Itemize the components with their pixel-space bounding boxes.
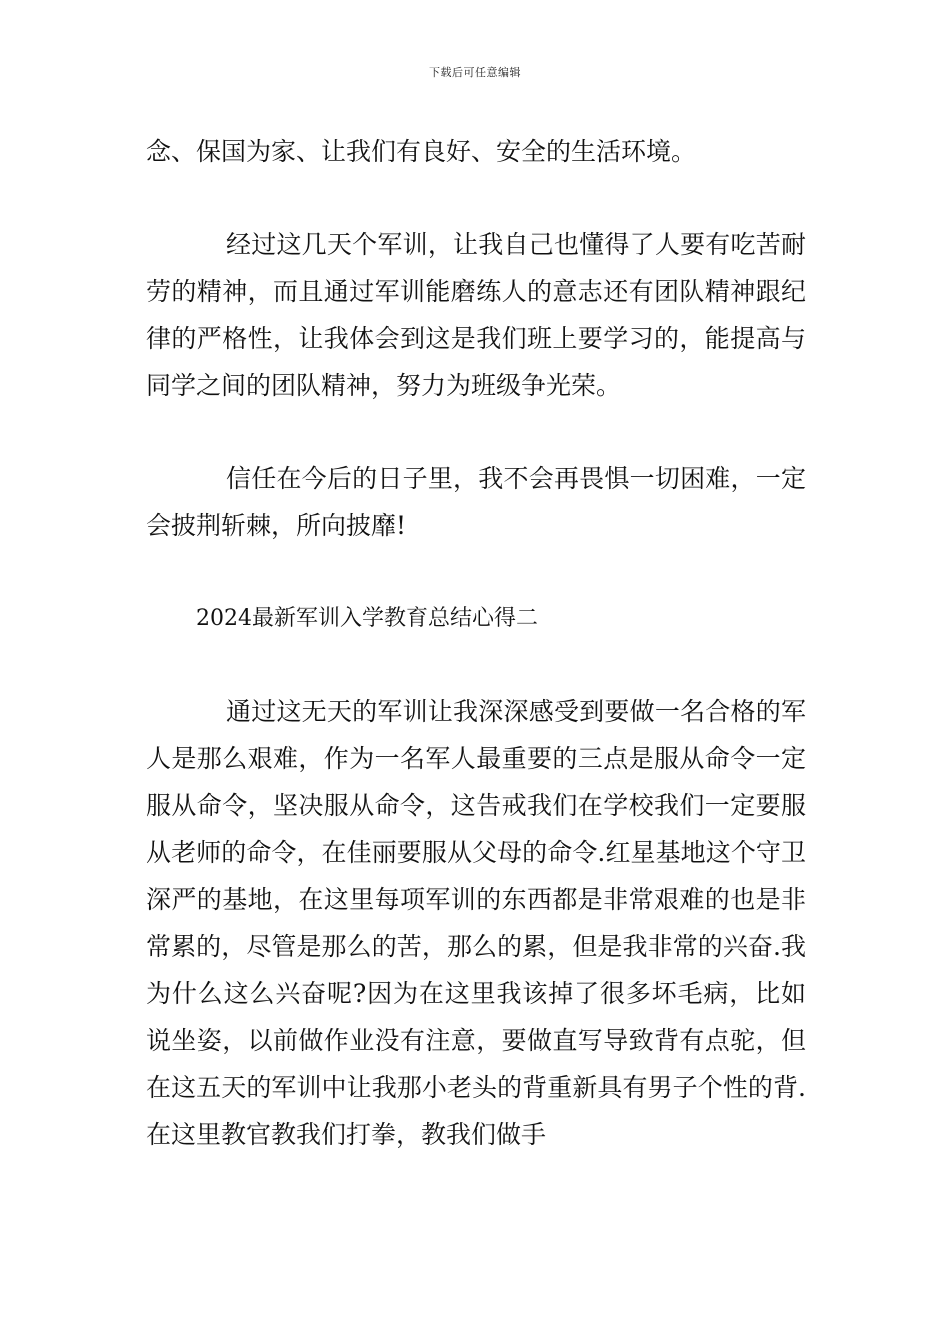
section-heading: 2024最新军训入学教育总结心得二 (196, 606, 538, 631)
page-header: 下载后可任意编辑 (429, 66, 521, 79)
paragraph-military-training-lesson: 经过这几天个军训，让我自己也懂得了人要有吃苦耐劳的精神，而且通过军训能磨练人的意志还有团队精神跟纪律的严格性，让我体会到这是我们班上要学习的，能提高与同学之间的团队精神，努力为班级争光荣。 (146, 230, 806, 400)
paragraph-continuation: 念、保国为家、让我们有良好、安全的生活环境。 (146, 137, 697, 166)
paragraph-training-experience: 通过这无天的军训让我深深感受到要做一名合格的军人是那么艰难，作为一名军人最重要的三点是服从命令一定服从命令，坚决服从命令，这告戒我们在学校我们一定要服从老师的命令，在佳丽要服从父母的命令.红星基地这个守卫深严的基地，在这里每项军训的东西都是非常艰难的也是非常累的，尽管是那么的苦，那么的累，但是我非常的兴奋.我为什么这么兴奋呢?因为在这里我该掉了很多坏毛病，比如说坐姿，以前做作业没有注意，要做直写导致背有点驼，但在这五天的军训中让我那小老头的背重新具有男子个性的背.在这里教官教我们打拳，教我们做手 (146, 697, 806, 1149)
paragraph-future-resolve: 信任在今后的日子里，我不会再畏惧一切困难，一定会披荆斩棘，所向披靡! (146, 464, 806, 540)
document-body (146, 128, 806, 1158)
paragraph-gap (146, 409, 806, 455)
paragraph-gap (146, 175, 806, 221)
paragraph-gap (146, 642, 806, 688)
paragraph-gap (146, 549, 806, 595)
